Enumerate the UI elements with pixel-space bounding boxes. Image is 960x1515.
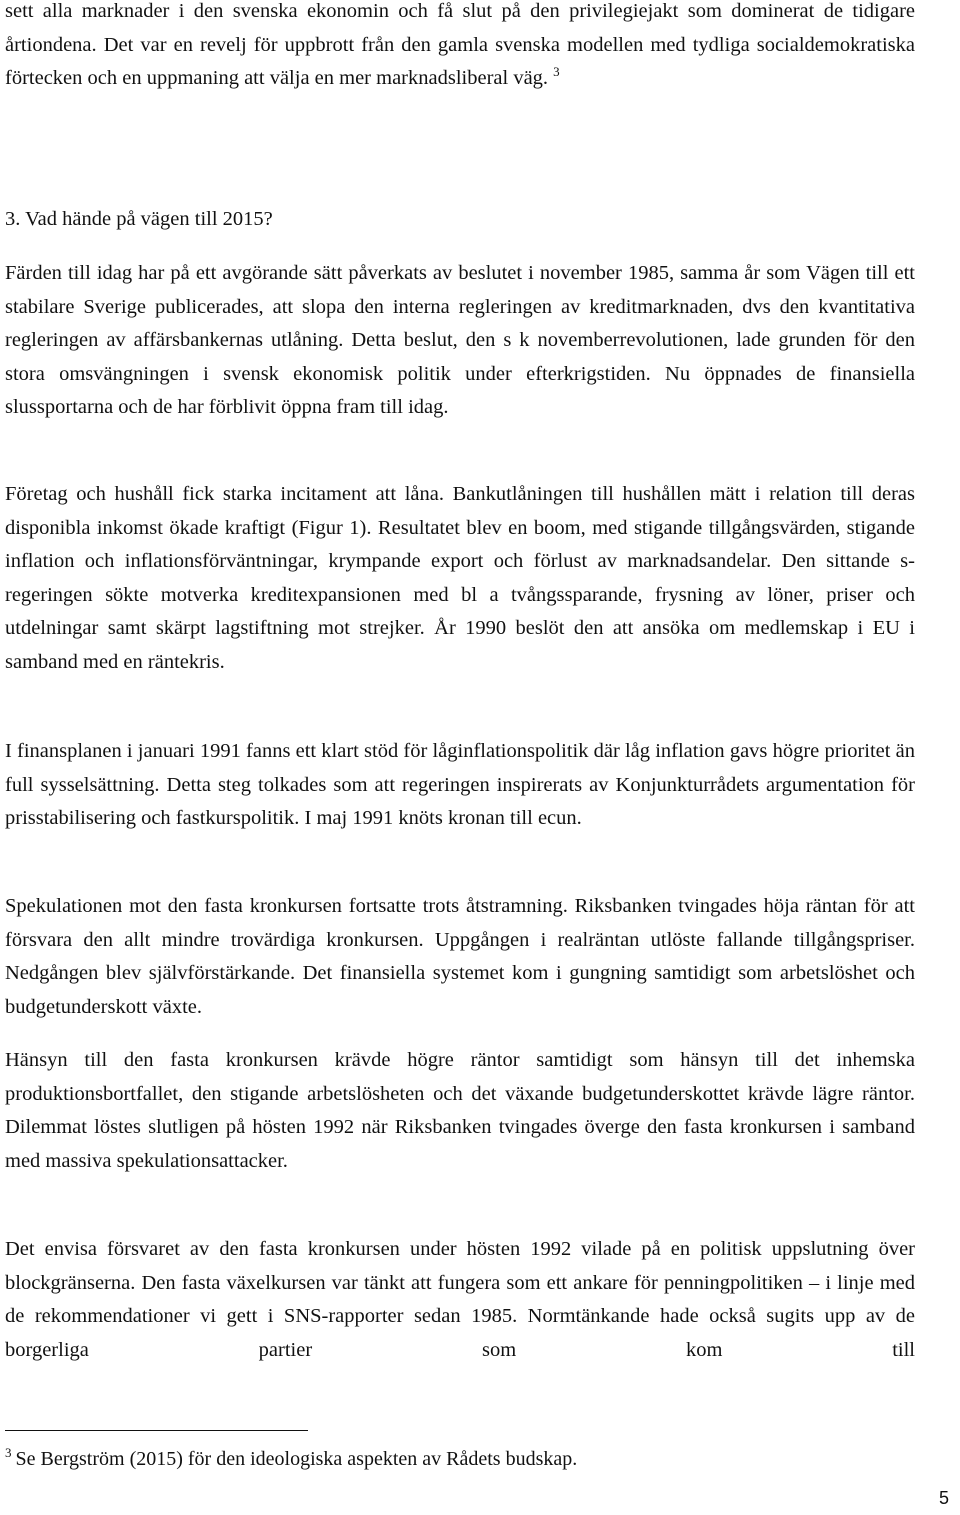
intro-paragraph xyxy=(5,0,915,96)
body-paragraph-1: Färden till idag har på ett avgörande sätt påverkats av beslutet i november 1985, samma år som Vägen till ett stabilare Sverige publicerades, att slopa den interna regleringen av kreditmarknaden, dvs den kvantitativa regleringen av affärsbankernas utlåning. Detta beslut, den s k novemberrevolutionen, lade grunden för den stora omsvängningen i svensk ekonomisk politik under efterkrigstiden. Nu öppnades de finansiella slussportarna och de har förblivit öppna fram till idag. xyxy=(5,262,915,419)
footnote-number: 3 xyxy=(5,1445,12,1461)
section-heading: 3. Vad hände på vägen till 2015? xyxy=(5,208,273,230)
body-paragraph-2: Företag och hushåll fick starka incitament att låna. Bankutlåningen till hushållen mätt i relation till deras disponibla inkomst ökade kraftigt (Figur 1). Resultatet blev en boom, med stigande tillgångsvärden, stigande inflation och inflationsförväntningar, krympande export och förlust av marknadsandelar. Den sittande s-regeringen sökte motverka kreditexpansionen med bl a tvångssparande, frysning av löner, priser och utdelningar samt skärpt lagstiftning mot strejker. År 1990 beslöt den att ansöka om medlemskap i EU i samband med en räntekris. xyxy=(5,483,915,673)
intro-paragraph-text: sett alla marknader i den svenska ekonomin och få slut på den privilegiejakt som dominerat de tidigare årtiondena. Det var en revelj för uppbrott från den gamla svenska modellen med tydliga socialdemokratiska förtecken och en uppmaning att välja en mer marknadsliberal väg. xyxy=(5,0,915,90)
body-paragraph-3: I finansplanen i januari 1991 fanns ett klart stöd för låginflationspolitik där låg inflation gavs högre prioritet än full sysselsättning. Detta steg tolkades som att regeringen inspirerats av Konjunkturrådets argumentation för prisstabilisering och fastkurspolitik. I maj 1991 knöts kronan till ecun. xyxy=(5,740,915,830)
footnote-divider xyxy=(5,1430,308,1431)
footnote-text: Se Bergström (2015) för den ideologiska aspekten av Rådets budskap. xyxy=(15,1448,578,1470)
body-paragraph-4: Spekulationen mot den fasta kronkursen fortsatte trots åtstramning. Riksbanken tvingades höja räntan för att försvara den allt mindre trovärdiga kronkursen. Uppgången i realräntan utlöste fallande tillgångspriser. Nedgången blev självförstärkande. Det finansiella systemet kom i gungning samtidigt som arbetslöshet och budgetunderskott växte. xyxy=(5,895,915,1018)
footnote-reference: 3 xyxy=(553,64,560,80)
body-paragraph-5: Hänsyn till den fasta kronkursen krävde högre räntor samtidigt som hänsyn till det inhemska produktionsbortfallet, den stigande arbetslösheten och det växande budgetunderskottet krävde lägre räntor. Dilemmat löstes slutligen på hösten 1992 när Riksbanken tvingades överge den fasta kronkursen i samband med massiva spekulationsattacker. xyxy=(5,1049,915,1172)
page-number: 5 xyxy=(938,1488,949,1508)
footnote xyxy=(5,1444,577,1474)
body-paragraph-6: Det envisa försvaret av den fasta kronkursen under hösten 1992 vilade på en politisk uppslutning över blockgränserna. Den fasta växelkursen var tänkt att fungera som ett ankare för penningpolitiken – i linje med de rekommendationer vi gett i SNS-rapporter sedan 1985. Normtänkande hade också sugits upp av de borgerliga partier som kom till xyxy=(5,1238,915,1361)
